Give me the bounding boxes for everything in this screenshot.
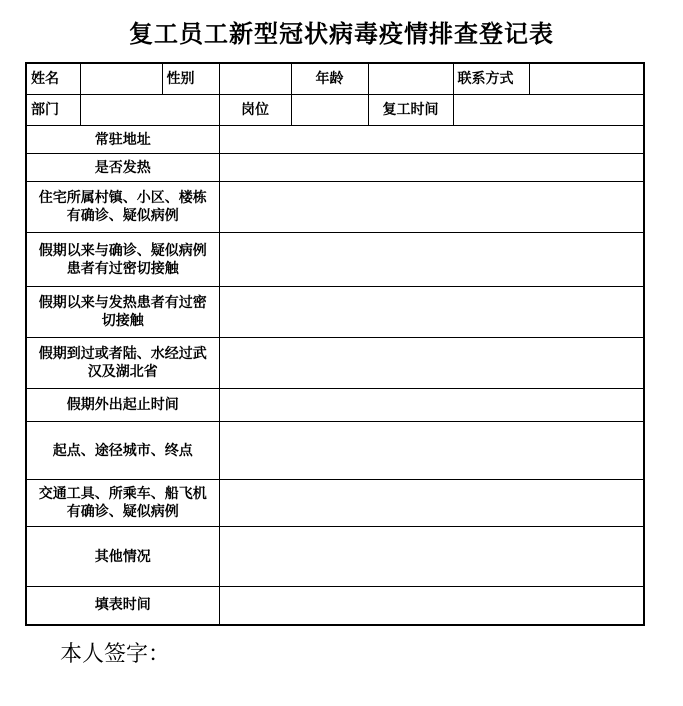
question-row (26, 154, 644, 182)
question-label (26, 480, 219, 527)
question-label-line1: 交通工具、所乘车、船飞机 (38, 486, 207, 502)
question-label-line1: 常驻地址 (94, 131, 151, 148)
question-label-line2: 有确诊、疑似病例 (66, 208, 179, 224)
question-row (26, 287, 644, 338)
question-label-line2: 切接触 (101, 313, 144, 329)
question-label-line1: 假期以来与确诊、疑似病例 (38, 242, 207, 259)
question-row (26, 480, 644, 527)
question-label-line1: 假期外出起止时间 (66, 397, 179, 413)
answer-field[interactable] (219, 389, 644, 422)
question-label-line2: 汉及湖北省 (87, 364, 158, 380)
question-label (26, 587, 219, 625)
name-field[interactable] (80, 63, 162, 95)
question-row (26, 587, 644, 625)
answer-field[interactable] (219, 480, 644, 527)
question-label-line1: 起点、途径城市、终点 (52, 442, 193, 459)
question-label-line2: 患者有过密切接触 (66, 260, 179, 277)
question-row (26, 338, 644, 389)
signature-label: 本人签字： (60, 642, 171, 667)
question-label-line1: 住宅所属村镇、小区、楼栋 (38, 190, 207, 206)
question-label (26, 389, 219, 422)
question-row (26, 527, 644, 587)
header-row-employment (26, 95, 644, 126)
contact-field[interactable] (529, 63, 644, 95)
question-row (26, 233, 644, 287)
return-time-field[interactable] (453, 95, 644, 126)
question-row (26, 389, 644, 422)
answer-field[interactable] (219, 233, 644, 287)
question-label (26, 287, 219, 338)
question-row (26, 422, 644, 480)
department-field[interactable] (80, 95, 219, 126)
header-row-personal (26, 63, 644, 95)
question-label-line1: 假期以来与发热患者有过密 (38, 295, 207, 311)
answer-field[interactable] (219, 422, 644, 480)
question-label-line1: 填表时间 (94, 597, 151, 614)
question-label (26, 154, 219, 182)
question-label (26, 338, 219, 389)
answer-field[interactable] (219, 338, 644, 389)
question-row (26, 126, 644, 154)
department-label: 部门 (26, 95, 80, 126)
question-label-line1: 假期到过或者陆、水经过武 (38, 346, 207, 362)
position-label: 岗位 (219, 95, 291, 126)
question-label (26, 233, 219, 287)
answer-field[interactable] (219, 527, 644, 587)
return-time-label: 复工时间 (368, 95, 453, 126)
question-label-line1: 是否发热 (94, 159, 151, 176)
answer-field[interactable] (219, 182, 644, 233)
question-label (26, 422, 219, 480)
position-field[interactable] (291, 95, 368, 126)
answer-field[interactable] (219, 126, 644, 154)
age-label: 年龄 (291, 63, 368, 95)
question-label (26, 126, 219, 154)
question-label-line2: 有确诊、疑似病例 (66, 504, 179, 520)
question-row (26, 182, 644, 233)
question-label (26, 182, 219, 233)
gender-field[interactable] (219, 63, 291, 95)
answer-field[interactable] (219, 154, 644, 182)
age-field[interactable] (368, 63, 453, 95)
gender-label: 性别 (162, 63, 219, 95)
answer-field[interactable] (219, 587, 644, 625)
contact-label: 联系方式 (453, 63, 529, 95)
name-label: 姓名 (26, 63, 80, 95)
form-title: 复工员工新型冠状病毒疫情排查登记表 (129, 19, 554, 48)
registration-form-table (25, 62, 645, 626)
answer-field[interactable] (219, 287, 644, 338)
question-label (26, 527, 219, 587)
question-label-line1: 其他情况 (94, 548, 151, 565)
